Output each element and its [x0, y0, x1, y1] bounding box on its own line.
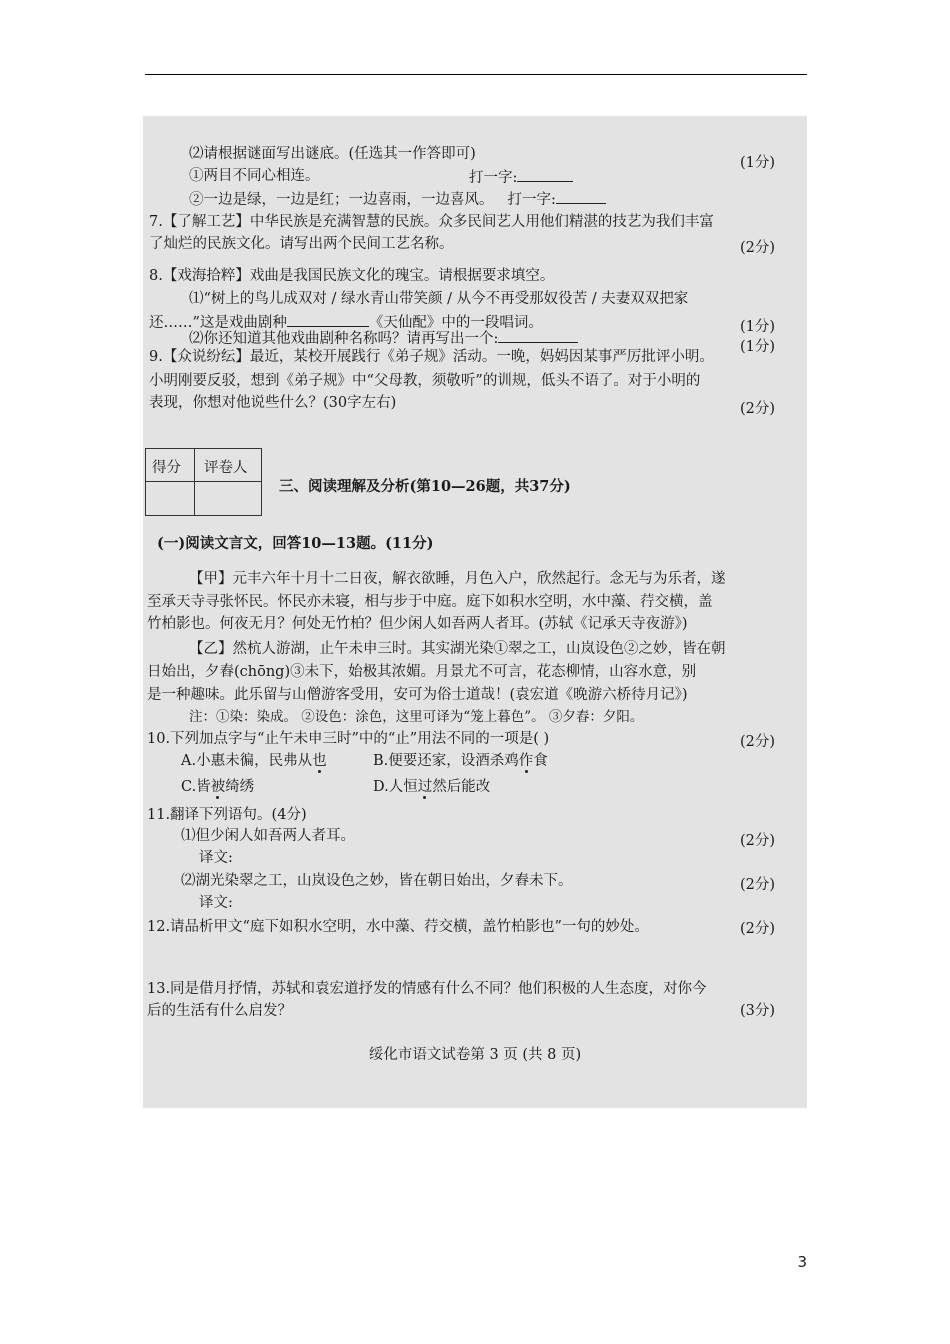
grader-label: 评卷人 [204, 460, 248, 476]
q11-stem: 11.翻译下列语句。(4分) [147, 807, 307, 823]
q6-answer-blank[interactable] [556, 189, 606, 204]
q6-riddle-1-hint: 打一字: [469, 167, 573, 187]
passage-a-line-1: 【甲】元丰六年十月十二日夜，解衣欲睡，月色入户，欣然起行。念无与为乐者，遂 [189, 571, 726, 587]
q9-line-2: 小明刚要反驳，想到《弟子规》中“父母教，须敬听”的训规，低头不语了。对于小明的 [149, 373, 701, 389]
q13-score: (3分) [739, 1003, 775, 1019]
q13-line-1: 13.同是借月抒情，苏轼和袁宏道抒发的情感有什么不同？他们积极的人生态度，对你今 [147, 981, 707, 997]
section-3-title: 三、阅读理解及分析(第10—26题，共37分) [279, 478, 571, 495]
scanned-exam-page [143, 116, 807, 1108]
score-table-divider [194, 449, 195, 515]
score-label: 得分 [152, 460, 181, 476]
q8-sub1-line-2: 还……”这是戏曲剧种 《天仙配》中的一段唱词。 [149, 312, 543, 332]
q8-sub1-line-1: ⑴“树上的鸟儿成双对 / 绿水青山带笑颜 / 从今不再受那奴役苦 / 夫妻双双把家 [189, 291, 689, 307]
passage-a-line-3: 竹柏影也。何夜无月？何处无竹柏？但少闲人如吾两人者耳。(苏轼《记承天寺夜游》) [147, 616, 688, 632]
q9-line-3: 表现，你想对他说些什么？(30字左右) [149, 395, 397, 411]
q8-sub1-score: (1分) [739, 319, 775, 335]
passage-b-notes: 注：①染：染成。 ②设色：涂色，这里可译为“笼上暮色”。 ③夕舂：夕阳。 [189, 709, 644, 725]
exam-footer: 绥化市语文试卷第 3 页 (共 8 页) [368, 1047, 582, 1063]
q9-line-1: 9.【众说纷纭】最近，某校开展践行《弟子规》活动。一晚，妈妈因某事严厉批评小明。 [149, 349, 714, 365]
q11-sub2-translation-label: 译文: [199, 895, 233, 911]
q10-option-d: D.人恒过然后能改 [373, 779, 491, 795]
q8-sub2: ⑵你还知道其他戏曲剧种名称吗？请再写出一个: [189, 328, 578, 348]
q10-stem: 10.下列加点字与“止午未申三时”中的“止”用法不同的一项是( ) [147, 731, 550, 747]
passage-b-line-1: 【乙】然杭人游湖，止午未申三时。其实湖光染①翠之工，山岚设色②之妙，皆在朝 [189, 641, 726, 657]
q6-score: (1分) [739, 155, 775, 171]
q8-line-1: 8.【戏海拾粹】戏曲是我国民族文化的瑰宝。请根据要求填空。 [149, 268, 555, 284]
page-number: 3 [797, 1253, 807, 1271]
q13-line-2: 后的生活有什么启发？ [147, 1003, 292, 1019]
q12-stem: 12.请品析甲文“庭下如积水空明，水中藻、荇交横，盖竹柏影也”一句的妙处。 [147, 919, 649, 935]
q6-riddle-1-blank[interactable] [517, 167, 573, 182]
q8-sub2-score: (1分) [739, 339, 775, 355]
q12-score: (2分) [739, 921, 775, 937]
passage-b-line-3: 是一种趣味。此乐留与山僧游客受用，安可为俗士道哉！(袁宏道《晚游六桥待月记》) [147, 687, 688, 703]
q11-sub2-score: (2分) [739, 877, 775, 893]
q11-sub2: ⑵湖光染翠之工，山岚设色之妙，皆在朝日始出，夕舂未下。 [181, 873, 573, 889]
q10-score: (2分) [739, 734, 775, 750]
q7-line-1: 7.【了解工艺】中华民族是充满智慧的民族。众多民间艺人用他们精湛的技艺为我们丰富 [149, 214, 714, 230]
q10-option-a: A.小惠未徧，民弗从也 [181, 753, 327, 769]
part-1-title: (一)阅读文言文，回答10—13题。(11分) [157, 535, 434, 552]
q7-score: (2分) [739, 240, 775, 256]
q8-opera-blank[interactable] [287, 312, 369, 327]
q7-line-2: 了灿烂的民族文化。请写出两个民间工艺名称。 [149, 236, 454, 252]
q6-sub2-prompt: ⑵请根据谜面写出谜底。(任选其一作答即可) [189, 146, 476, 162]
q10-option-c: C.皆被绮绣 [181, 779, 255, 795]
q9-score: (2分) [739, 401, 775, 417]
q8-sub2-blank[interactable] [498, 328, 578, 343]
score-table-row-divider [146, 481, 261, 482]
score-table [145, 448, 262, 516]
q11-sub1: ⑴但少闲人如吾两人者耳。 [181, 828, 355, 844]
q6-riddle-1: ①两目不同心相连。 [189, 168, 320, 184]
q11-sub1-translation-label: 译文: [199, 850, 233, 866]
q10-option-b: B.便要还家，设酒杀鸡作食 [373, 753, 548, 769]
q6-riddle-2: ②一边是绿，一边是红；一边喜雨，一边喜风。 打一字: [189, 189, 606, 209]
passage-a-line-2: 至承天寺寻张怀民。怀民亦未寝，相与步于中庭。庭下如积水空明，水中藻、荇交横，盖 [147, 594, 713, 610]
passage-b-line-2: 日始出，夕舂(chōng)③未下，始极其浓媚。月景尤不可言，花态柳情，山容水意，别 [147, 664, 697, 680]
q11-sub1-score: (2分) [739, 833, 775, 849]
header-rule [145, 74, 807, 75]
